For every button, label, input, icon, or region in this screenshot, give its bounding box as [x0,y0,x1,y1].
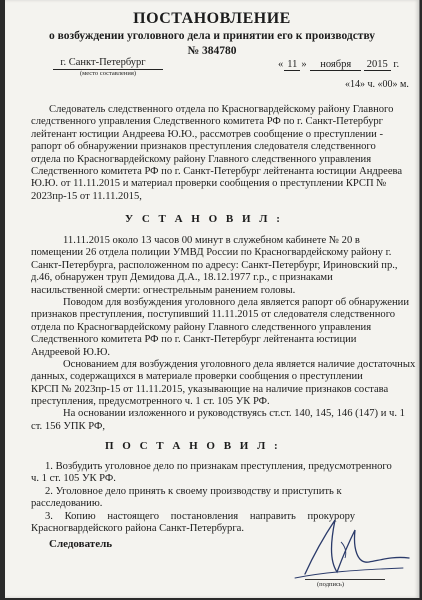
established-line: помещении 26 отдела полиции УМВД России по Красногвардейскому району г. [31,247,392,259]
document-sheet [5,0,420,598]
established-line: 11.11.2015 около 13 часов 00 минут в служебном кабинете № 20 в [63,235,360,246]
established-line: Поводом для возбуждения уголовного дела является рапорт об обнаружении [63,296,410,308]
date-month: ноября [310,59,361,71]
established-line: Андреевой Ю.Ю. [31,346,111,358]
established-line: насильственной смерти: огнестрельным ранением головы. [31,284,296,296]
established-line: данных, содержащихся в материале проверки сообщения о преступлении [31,371,363,383]
intro-line: 2023пр-15 от 11.11.2015, [31,190,142,202]
established-section [31,235,417,433]
signature-caption: (подпись) [317,581,344,588]
resolved-line: расследованию. [31,498,103,510]
intro-line: лейтенант юстиции Андреева Ю.Ю., рассмотрев сообщение о преступлении - [31,128,383,140]
established-line: д.46, обнаружен труп Демидова Д.А., 18.12.1977 г.р., с признаками [31,272,333,284]
intro-line: Следователь следственного отдела по Красногвардейскому району Главного [49,104,394,115]
signature-line [305,579,385,580]
signature-label: Следователь [49,538,113,550]
established-line: преступления, предусмотренного ч. 1 ст. 105 УК РФ. [31,396,270,408]
intro-line: рапорт об обнаружении признаков преступления следователя следственного [31,141,376,153]
established-line: Основанием для возбуждения уголовного дела является наличие достаточных [63,358,416,370]
document-number: № 384780 [187,45,237,57]
date-year-suffix: г. [393,59,400,70]
resolved-line: ч. 1 ст. 105 УК РФ. [31,473,116,485]
established-line: КРСП № 2023пр-15 от 11.11.2015, указывающие на наличие признаков состава [31,383,389,395]
resolved-line: Красногвардейского района Санкт-Петербурга. [31,522,245,534]
date-day: 11 [284,59,300,71]
resolved-line: 1. Возбудить уголовное дело по признакам преступления, предусмотренного [45,461,392,472]
place-caption: (место составления) [79,70,137,77]
established-line: На основании изложенного и руководствуясь ст.ст. 140, 145, 146 (147) и ч. 1 [63,408,405,420]
issue-time: «14» ч. «00» м. [345,79,409,90]
intro-line: Следственного комитета РФ по г. Санкт-Петербург лейтенанта юстиции Андреева [31,165,403,177]
intro-line: Ю.Ю. от 11.11.2015 и материал проверки сообщения о преступлении КРСП № [31,178,387,190]
date-year: 2015 [364,59,391,71]
established-line: отдела по Красногвардейскому району Главного следственного управления [31,321,372,333]
document-title: ПОСТАНОВЛЕНИЕ [133,10,291,27]
intro-line: следственного управления Следственного комитета РФ по г. Санкт-Петербург [31,116,384,128]
issue-date: « 11 » ноября 2015 г. [278,59,400,70]
document-subtitle: о возбуждении уголовного дела и принятии его к производству [48,30,376,42]
resolved-line: 2. Уголовное дело принять к своему производству и приступить к [45,485,342,497]
established-line: ст. 156 УПК РФ, [31,420,105,432]
place-of-issue: г. Санкт-Петербург [60,57,146,68]
established-line: Санкт-Петербурга, расположенном по адресу: Санкт-Петербург, Ириновский пр., [31,259,398,271]
intro-line: отдела по Красногвардейскому району Главного следственного управления [31,153,372,165]
established-line: Следственного комитета РФ по г. Санкт-Петербург лейтенанта юстиции [31,334,357,346]
heading-resolved: П О С Т А Н О В И Л : [105,440,281,452]
heading-established: У С Т А Н О В И Л : [125,213,283,225]
intro-paragraph [31,104,417,203]
resolved-line: 3. Копию настоящего постановления направить прокурору [45,510,356,522]
established-line: признаков преступления, поступивший 11.11.2015 от следователя следственного [31,309,396,321]
